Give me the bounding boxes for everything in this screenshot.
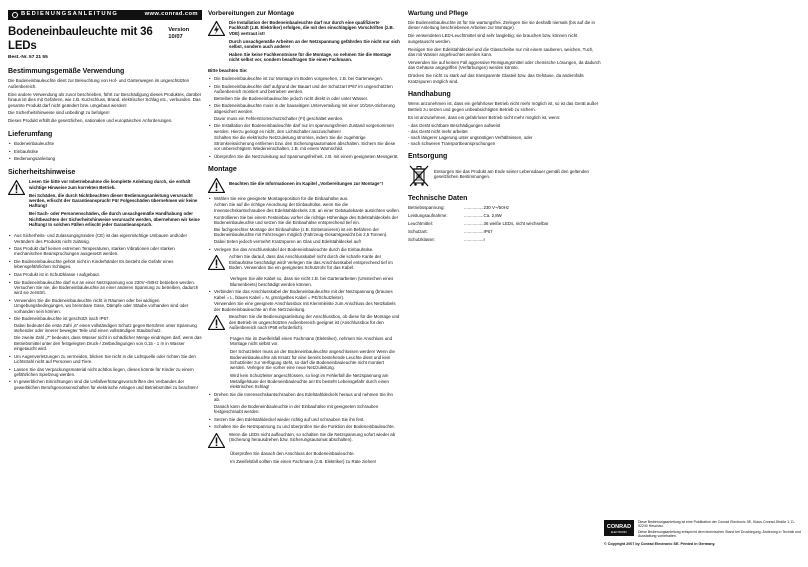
warning-text: Wenn die LEDs nicht aufleuchten, so schalten Sie die Netzspannung sofort wieder ab (Sicherung herausdrehen bzw. Sicherungsautomat abschalten). [229, 431, 396, 443]
list-item: • Verwenden Sie die Bodeneinbauleuchte nicht in Räumen oder bei widrigen Umgebungsbedingungen, wo brennbare Gase, Dämpfe oder Stäube vorhanden sind oder vorhanden sein können. [8, 298, 202, 314]
warning-triangle-icon [208, 178, 225, 193]
tech-key: Schutzart: [408, 229, 428, 235]
sub-paragraph: Achten Sie auf die richtige Anordnung der Einbauhülse, wenn Sie die Innensechskantschrauben des Edelstahldeckels z.B. an einer Gebäudekante ausrichten wollen. [214, 202, 400, 213]
tech-key: Leuchtmittel: [408, 221, 433, 227]
list-item: • Das Produkt darf keinen extremen Temperaturen, starken Vibrationen oder starken mechanischen Beanspruchungen ausgesetzt werden. [8, 246, 202, 257]
warning-triangle-icon [208, 255, 225, 270]
list-item: • In gewerblichen Einrichtungen sind die Unfallverhütungsvorschriften des Verbandes der gewerblichen Berufsgenossenschaften für elektrische Anlagen und Betriebsmittel zu beachten! [8, 379, 202, 390]
svg-text:ELECTRONIC: ELECTRONIC [610, 531, 628, 534]
warning-text: Die Installation der Bodeneinbauleuchte darf nur durch eine qualifizierte Fachkraft (z.B. Elektriker) erfolgen, die mit den einschlägigen Vorschriften (z.B. VDE) vertraut ist! [229, 19, 394, 36]
warning-text: Haben Sie keine Fachkenntnisse für die Montage, so nehmen Sie die Montage nicht selbst vor, sondern beauftragen Sie einen Fachmann. [229, 51, 392, 63]
care-paragraph: Drücken Sie nicht zu stark auf das transparente Glasteil bzw. das Gehäuse, da andernfalls Kratzspuren möglich sind. [408, 73, 584, 84]
list-item [208, 392, 400, 415]
sub-paragraph: Verwenden Sie eine geeignete Anschlussbox mit Klemmleiste zum Anschluss des Netzkabels der Bodeneinbauleuchte an Ihre Netzzuleitung. [214, 301, 396, 312]
handling-paragraph: Wenn anzunehmen ist, dass ein gefahrloser Betrieb nicht mehr möglich ist, so ist das Gerät außer Betrieb zu setzen und gegen unbeabsichtigten Betrieb zu sichern. [408, 101, 599, 112]
list-item: • Überprüfen Sie die Netzzuleitung auf Spannungsfreiheit, z.B. mit einem geeigneten Messgerät. [208, 154, 400, 159]
list-item: • Um Augenverletzungen zu vermeiden, blicken Sie nicht in die Lichtquelle oder richten Sie den Lichtstrahl nicht auf Personen und Tiere. [8, 354, 202, 365]
indented-paragraph: Der Schutzleiter muss an der Bodeneinbauleuchte angeschlossen werden! Wenn die Bodeneinbauleuchte als Ersatz für eine bereits bestehende Leuchte dient und kein Schutzleiter zur Verfügung steht, so darf die Bodeneinbauleuchte nicht montiert werden. Verlegen Sie vorher eine neue Netzzuleitung. [230, 349, 395, 371]
care-paragraph: Die verwendeten LED-Leuchtmittel sind sehr langlebig; sie brauchen bzw. können nicht ausgetauscht werden. [408, 33, 578, 44]
list-item: • Die Bodeneinbauleuchte ist zur Montage im Boden vorgesehen, z.B. bei Gartenwegen. [208, 76, 400, 81]
tech-row [408, 205, 601, 210]
column-2 [208, 10, 400, 466]
tech-row [408, 237, 601, 242]
warning-triangle-icon [8, 180, 25, 195]
list-item-text: Verbinden Sie das Anschlusskabel der Bodeneinbauleuchte mit der Netzspannung (braunes Kabel = L, blaues Kabel = N, grün/gelbes Kabel = PE/Schutzleiter). [214, 289, 393, 300]
copyright: © Copyright 2007 by Conrad Electronic SE. Printed in Germany. [604, 541, 716, 546]
heading-disposal: Entsorgung [408, 153, 448, 161]
tech-value: ................IP67 [464, 229, 493, 235]
safety-list [8, 233, 202, 390]
ip-paragraph: Die zweite Zahl „7“ bedeutet, dass Wasser nicht in schädlicher Menge eindringen darf, wenn das Betriebsmittel unter den festgelegten Druck-/ Zeitbedingungen von 0,15 - 1 m in Wasser eingetaucht wird. [14, 335, 202, 352]
conrad-logo [604, 520, 634, 536]
sub-paragraph: Betreiben Sie die Bodeneinbauleuchte jedoch nicht direkt in oder unter Wasser. [214, 95, 369, 101]
list-item: • Die Bodeneinbauleuchte darf nur an einer Netzspannung von 230V~/50Hz betrieben werden. Versuchen Sie nie, die Bodeneinbauleuchte an einer anderen Spannung zu betreiben, dadurch wird sie zerstört. [8, 280, 202, 296]
order-number: Best.-Nr. 57 21 55 [8, 55, 48, 61]
warning-text: Achten Sie darauf, dass das Anschlusskabel nicht durch die scharfe Kante der Einbauhülse beschädigt wird! Verlegen Sie das Anschlusskabel entsprechend tief im Boden. Verwenden Sie ein geeignetes Schutzrohr für das Kabel. [229, 254, 393, 271]
warning-text: Bei Sach- oder Personenschäden, die durch unsachgemäße Handhabung oder Nichtbeachten der Sicherheitshinweise verursacht werden, übernehmen wir keine Haftung! In solchen Fällen erlischt jeder Garantieanspruch. [29, 211, 200, 228]
indented-paragraph: Überprüfen Sie danach den Anschluss der Bodeneinbauleuchte. [230, 450, 355, 456]
sub-paragraph: Bei fachgerechter Montage der Einbauhülse (z.B. Einbetonieren) ist ein Befahren der Bodeneinbauleuchte mit Fahrzeugen möglich (Fahrzeug-Gesamtgewicht bis 2,5 Tonnen). [214, 226, 388, 238]
list-item-text: Die Bodeneinbauleuchte muss in der bauseitigen Unterverteilung mit einer 10/16A-Sicherung abgesichert werden. [214, 103, 395, 114]
list-item: • Lassen Sie das Verpackungsmaterial nicht achtlos liegen, dieses könnte für Kinder zu einem gefährlichen Spielzeug werden. [8, 367, 202, 378]
header-bar-url: www.conrad.com [144, 11, 198, 18]
svg-text:CONRAD: CONRAD [606, 524, 632, 530]
header-bar [8, 10, 202, 20]
warning-block [208, 20, 400, 65]
heading-safety: Sicherheitshinweise [8, 168, 76, 176]
warning-text: Beachten Sie die Informationen im Kapitel „Vorbereitungen zur Montage“! [229, 180, 384, 186]
list-item-text: Wählen Sie eine geeignete Montageposition für die Einbauhülse aus. [214, 195, 349, 201]
tech-value: ................36 weiße LEDs, nicht wechselbar [464, 221, 549, 227]
warning-triangle-icon [208, 433, 225, 448]
warning-text: Bei Schäden, die durch Nichtbeachten dieser Bedienungsanleitung verursacht werden, erlischt der Garantieanspruch! Für Folgeschäden übernehmen wir keine Haftung! [29, 192, 198, 209]
list-item: • Einbauhülse [8, 149, 202, 154]
list-item: • Schalten Sie die Netzspannung zu und überprüfen Sie die Funktion der Bodeneinbauleuchte. [208, 424, 400, 429]
sub-paragraph: Dabei treten jedoch vermehrt Kratzspuren an Glas und Edelstahldeckel auf! [214, 239, 361, 245]
tech-key: Schutzklasse: [408, 237, 436, 242]
list-item: • Bodeneinbauleuchte [8, 141, 202, 146]
list-item-text: Drehen Sie die Innensechskantschrauben des Edelstahldeckels heraus und nehmen Sie ihn ab. [214, 391, 393, 403]
footer-disclaimer: Diese Bedienungsanleitung entspricht dem technischen Stand bei Drucklegung. Änderung in Technik und Ausstattung vorbehalten. [638, 529, 801, 539]
tech-value: ................Ca. 2,8W [464, 213, 502, 219]
ip-paragraph: Dabei bedeutet die erste Zahl „6“ einen vollständigen Schutz gegen Berühren unter Spannung stehender oder innerer bewegter Teile und einen vollständigen Staubschutz. [14, 322, 197, 334]
heading-preparation: Vorbereitungen zur Montage [208, 10, 295, 17]
list-item [8, 316, 202, 351]
page-title: Bodeneinbauleuchte mit 36 LEDs [8, 26, 153, 53]
warning-text: Durch unsachgemäße Arbeiten an der Netzspannung gefährden Sie nicht nur sich selbst, sondern auch andere! [229, 38, 400, 49]
list-item [208, 103, 400, 121]
delivery-list [8, 141, 202, 162]
usage-paragraph: Eine andere Verwendung als zuvor beschrieben, führt zur Beschädigung dieses Produktes, darüber hinaus ist dies mit Gefahren, wie z.B. Kurzschluss, Brand, elektrischer Schlag etc., verbunden. Das gesamte Produkt darf nicht geändert bzw. umgebaut werden! [8, 91, 202, 108]
list-item: • Das Produkt ist in Schutzklasse I aufgebaut. [8, 272, 202, 277]
care-paragraph: Die Bodeneinbauleuchte ist für Sie wartungsfrei. Zerlegen Sie sie deshalb niemals (bis auf die in dieser Anleitung beschriebenen Arbeiten zur Montage). [408, 19, 595, 31]
handling-list-item: - das Gerät nicht mehr arbeitet [408, 128, 468, 134]
sub-paragraph: Schalten Sie die elektrische Netzzuleitung stromlos, indem Sie die zugehörige Stromkreissicherung entfernen bzw. den Sicherungsautomaten abschalten. Sichern Sie diese vor unberechtigtem Wiedereinschalten, z.B. mit einem Warnschild. [214, 135, 396, 152]
note-label: Bitte beachten Sie: [208, 68, 248, 74]
column-1 [8, 10, 202, 392]
warning-block [8, 179, 202, 230]
indented-paragraph: Verlegen Sie alle Kabel so, dass sie nicht z.B. bei Gartenarbeiten (Umstechen eines Blumenbeets) beschädigt werden können. [230, 276, 394, 287]
tech-row [408, 229, 601, 234]
list-item [208, 123, 400, 151]
header-bar-title: BEDIENUNGSANLEITUNG [21, 11, 119, 18]
heading-mounting: Montage [208, 165, 237, 173]
warning-text: Lesen Sie bitte vor Inbetriebnahme die komplette Anleitung durch, sie enthält wichtige Hinweise zum korrekten Betrieb. [29, 179, 191, 190]
indented-paragraph: Fragen Sie im Zweifelsfall einen Fachmann (Elektriker), nehmen Sie Anschluss und Montage nicht selbst vor. [230, 336, 393, 347]
warning-block [208, 314, 400, 333]
warning-block [208, 177, 400, 193]
electric-hazard-icon [208, 21, 225, 36]
list-item: • Bedienungsanleitung [8, 156, 202, 161]
version-label: Version 10/07 [168, 27, 190, 41]
list-item [208, 84, 400, 102]
handling-list-item: - nach längerer Lagerung unter ungünstigen Verhältnissen, oder [408, 134, 533, 140]
tech-row [408, 213, 601, 218]
sub-paragraph: Kontrollieren Sie bei einem Festeinbau vorher die richtige Höhenlage des Edelstahldeckels der Bodeneinbauleuchte und setzen Sie die Einbauhülse entsprechend tief ein. [214, 214, 399, 225]
list-item-text: Die Installation der Bodeneinbauleuchte darf nur im spannungsfreien Zustand vorgenommen werden. Hierzu genügt es nicht, den Lichtschalter auszuschalten! [214, 123, 394, 134]
column-3 [408, 10, 601, 245]
footer-publisher: Diese Bedienungsanleitung ist eine Publikation der Conrad Electronic SE, Klaus-Conrad-Straße 1, D-92240 Hirschau. [638, 520, 795, 529]
warning-text: Beachten Sie die Bedienungsanleitung der Anschlussbox, ob diese für die Montage und den Betrieb im ungeschützten Außenbereich geeignet ist (Anschlussbox für den Außenbereich nach IP68 erforderlich). [229, 314, 400, 331]
footer [604, 520, 802, 546]
warning-block [208, 254, 400, 273]
heading-delivery: Lieferumfang [8, 130, 53, 138]
warning-block [208, 432, 400, 448]
care-paragraph: Reinigen Sie den Edelstahldeckel und die Glasscheibe nur mit einem sauberen, weichen, Tuch, das mit Wasser angefeuchtet werden kann. [408, 46, 594, 57]
sub-paragraph: Danach kann die Bodeneinbauleuchte in der Einbauhülse mit geeigneten Schrauben festgeschraubt werden. [214, 403, 379, 415]
disposal-text: Entsorgen Sie das Produkt am Ende seiner Lebensdauer gemäß den geltenden gesetzlichen Bestimmungen. [434, 168, 589, 180]
disposal-block [408, 164, 601, 188]
tech-key: Leistungsaufnahme: [408, 213, 448, 219]
care-paragraph: Verwenden Sie auf keinen Fall aggressive Reinigungsmittel oder chemische Lösungen, da dadurch das Gehäuse angegriffen (Verfärbungen) werden könnte. [408, 59, 601, 71]
heading-care: Wartung und Pflege [408, 10, 469, 17]
warning-triangle-icon [208, 315, 225, 330]
tech-value: ................I [464, 237, 485, 242]
list-item: • Setzen Sie den Edelstahldeckel wieder richtig auf und schrauben Sie ihn fest. [208, 417, 400, 422]
list-item-text: Die Bodeneinbauleuchte darf aufgrund der Bauart und der Schutzart IP67 im ungeschützten Außenbereich montiert und betrieben werden. [214, 83, 393, 95]
usage-paragraph: Die Bodeneinbauleuchte dient zur Beleuchtung von Hof- und Gartenwegen im ungeschützten Außenbereich. [8, 78, 190, 89]
handling-list-item: - nach schweren Transportbeanspruchungen [408, 140, 496, 146]
indented-paragraph: Wird kein Schutzleiter angeschlossen, so liegt im Fehlerfall die Netzspannung am Metallgehäuse der Bodeneinbauleuchte an! Es besteht Lebensgefahr durch einen elektrischen Schlag! [230, 373, 389, 389]
handling-paragraph: Es ist anzunehmen, dass ein gefahrloser Betrieb nicht mehr möglich ist, wenn: [408, 114, 561, 120]
list-item [208, 289, 400, 312]
heading-technical-data: Technische Daten [408, 194, 468, 202]
heading-handling: Handhabung [408, 90, 451, 98]
handling-list-item: - das Gerät sichtbare Beschädigungen aufweist [408, 122, 501, 128]
list-item [208, 196, 400, 245]
list-item-text: Die Bodeneinbauleuchte ist geschützt nach IP67. [14, 316, 110, 322]
usage-paragraph: Die Sicherheitshinweise sind unbedingt zu befolgen! [8, 110, 110, 116]
list-item: • Aus Sicherheits- und Zulassungsgründen (CE) ist das eigenmächtige Umbauen und/oder Verändern des Produkts nicht zulässig. [8, 233, 202, 244]
list-item: • Die Bodeneinbauleuchte gehört nicht in Kinderhände! Es besteht die Gefahr eines lebensgefährlichen Schlages. [8, 259, 202, 270]
sub-paragraph: Davor muss ein Fehlerstromschutzschalter (FI) geschaltet werden. [214, 115, 344, 121]
list-item: • Verlegen Sie das Anschlusskabel der Bodeneinbauleuchte durch die Einbauhülse. [208, 247, 400, 252]
tech-key: Betriebsspannung: [408, 205, 445, 211]
indented-paragraph: Im Zweifelsfall sollten Sie einen Fachmann (z.B. Elektriker) zu Rate ziehen! [230, 458, 377, 464]
crossed-bin-icon [408, 164, 430, 188]
tech-value: ................230 V~/50Hz [464, 205, 510, 211]
heading-usage: Bestimmungsgemäße Verwendung [8, 67, 125, 75]
tech-row [408, 221, 601, 226]
conrad-circle-icon [12, 12, 18, 18]
usage-paragraph: Dieses Produkt erfüllt die gesetzlichen, nationalen und europäischen Anforderungen. [8, 118, 173, 124]
